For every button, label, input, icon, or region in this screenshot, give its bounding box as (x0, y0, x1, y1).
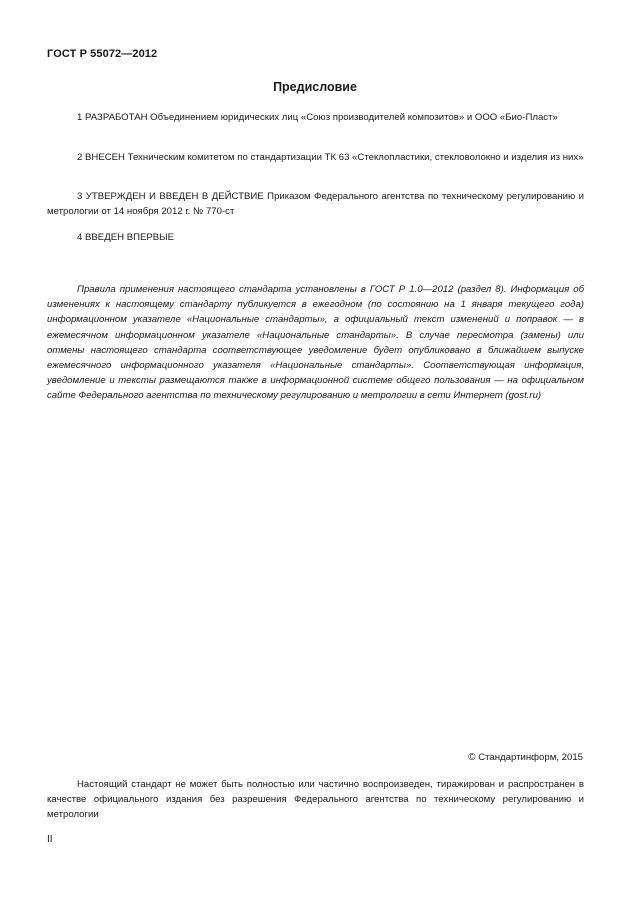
document-code: ГОСТ Р 55072—2012 (47, 48, 158, 60)
foreword-item-developed: 1 РАЗРАБОТАН Объединением юридических лиц «Союз производителей композитов» и ООО «Био-Пласт» (77, 112, 558, 123)
foreword-item-first-time: 4 ВВЕДЕН ВПЕРВЫЕ (77, 232, 175, 243)
copyright-line (468, 752, 583, 763)
rules-note: Правила применения настоящего стандарта установлены в ГОСТ Р 1.0—2012 (раздел 8). Информация об изменениях к настоящему стандарту публикуется в ежегодном (по состоянию на 1 января текущего года) информационном указателе «Национальные стандарты», а официальный текст изменений и поправок — в ежемесячном информационном указателе «Национальные стандарты». В случае пересмотра (замены) или отмены настоящего стандарта соответствующее уведомление будет опубликовано в ближайшем выпуске ежемесячного информационного указателя «Национальные стандарты». Соответствующая информация, уведомление и тексты размещаются также в информационной системе общего пользования — на официальном сайте Федерального агентства по техническому регулированию и метрологии в сети Интернет (gost.ru) (47, 284, 584, 402)
foreword-item-approved: 3 УТВЕРЖДЕН И ВВЕДЕН В ДЕЙСТВИЕ Приказом Федерального агентства по техническому регулированию и метрологии от 14 ноября 2012 г. № 770-ст (47, 191, 584, 217)
copyright-icon: © (468, 752, 476, 763)
copyright-text: Стандартинформ, 2015 (478, 752, 583, 763)
foreword-item-introduced: 2 ВНЕСЕН Техническим комитетом по стандартизации ТК 63 «Стеклопластики, стекловолокно и изделия из них» (77, 152, 584, 163)
page-number: II (47, 834, 53, 845)
foreword-title: Предисловие (273, 80, 357, 94)
reproduction-notice: Настоящий стандарт не может быть полностью или частично воспроизведен, тиражирован и распространен в качестве официального издания без разрешения Федерального агентства по техническому регулированию и метрологии (47, 779, 584, 820)
